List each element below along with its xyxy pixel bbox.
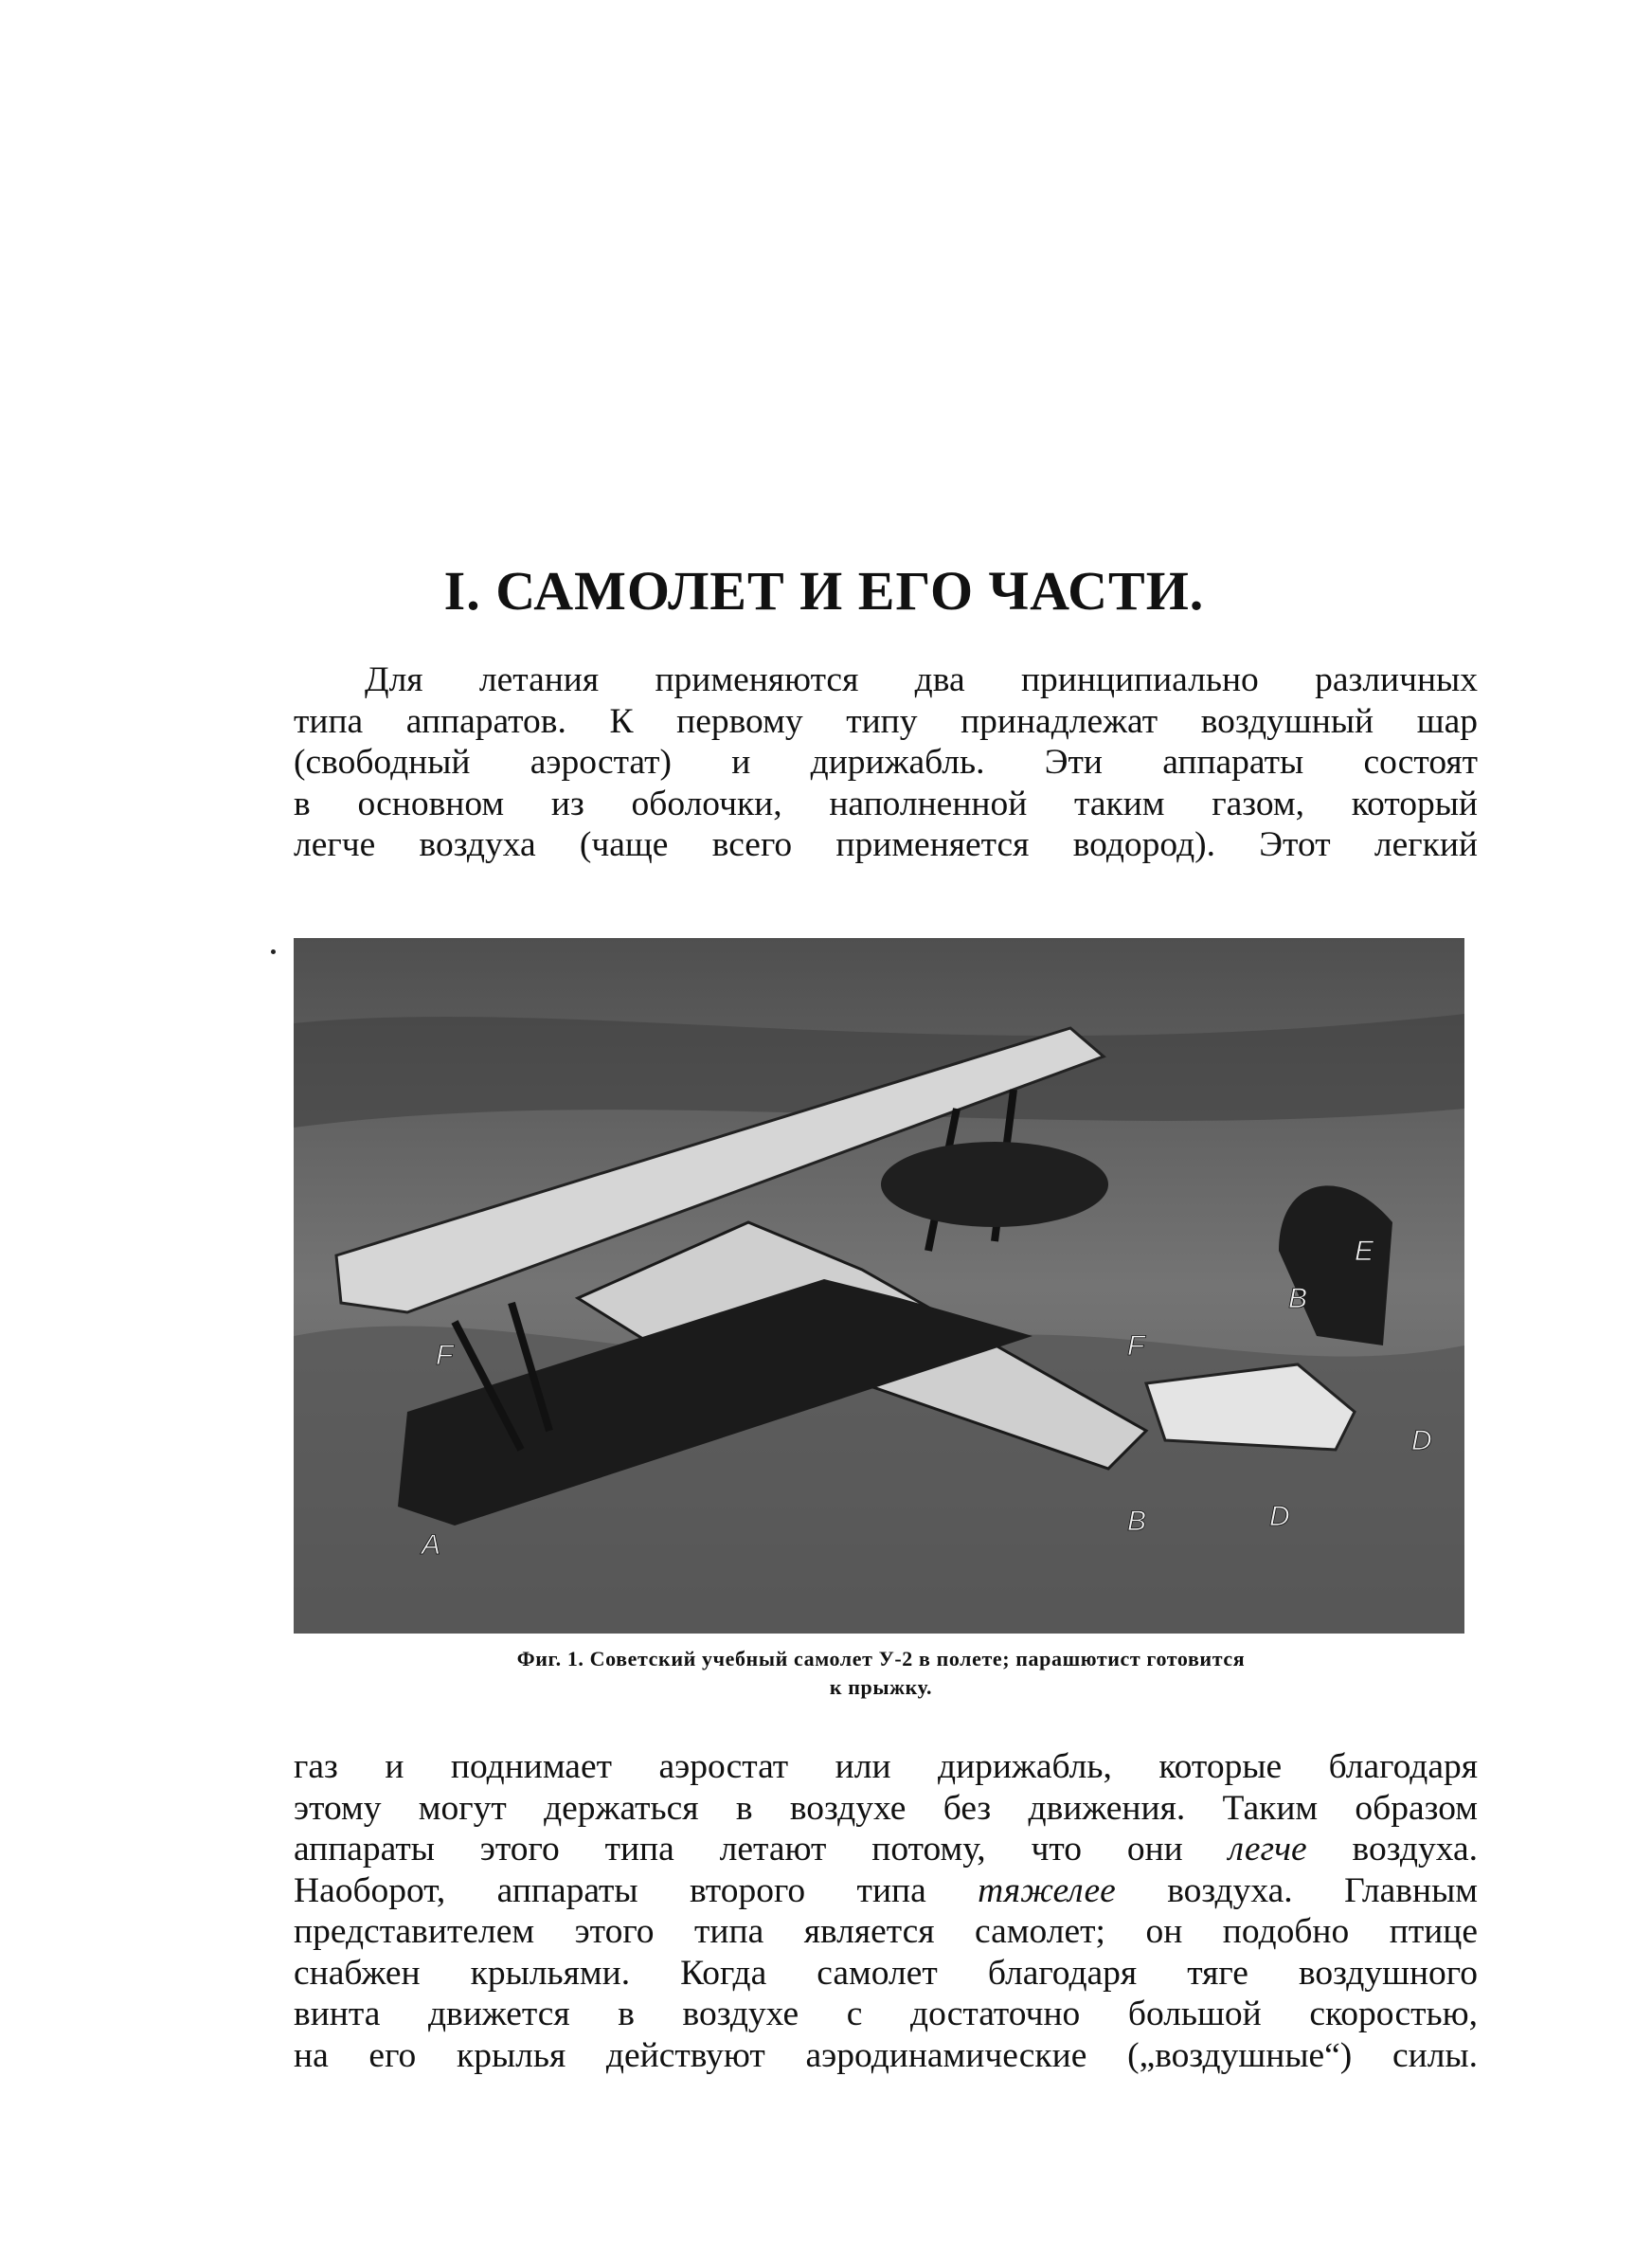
text-line: (свободный аэростат) и дирижабль. Эти аппараты состоят [294, 743, 1478, 782]
shadow [881, 1142, 1108, 1227]
caption-line: Фиг. 1. Советский учебный самолет У-2 в полете; парашютист готовится [516, 1647, 1246, 1670]
chapter-title: I. САМОЛЕТ И ЕГО ЧАСТИ. [443, 560, 1205, 622]
text-line [294, 1829, 1478, 1870]
text-line: в основном из оболочки, наполненной таким газом, который [294, 784, 1478, 823]
label-a: A [422, 1529, 441, 1561]
text-line: этому могут держаться в воздухе без движения. Таким образом [294, 1788, 1478, 1828]
text-line: Для летания применяются два принципиально различных [365, 660, 1478, 699]
label-d: D [1411, 1425, 1432, 1456]
label-b: B [1127, 1506, 1147, 1537]
label-e: E [1355, 1236, 1374, 1267]
text-line: представителем этого типа является самолет; он подобно птице [294, 1912, 1478, 1951]
text-line: снабжен крыльями. Когда самолет благодаря тяге воздушного [294, 1953, 1478, 1993]
body-paragraph [294, 1746, 1478, 2076]
text-line: газ и поднимает аэростат или дирижабль, которые благодаря [294, 1747, 1478, 1786]
text-segment: воздуха. Главным [1115, 1870, 1478, 1910]
text-line: на его крылья действуют аэродинамические („воздушные“) силы. [294, 2035, 1478, 2075]
emphasis-heavier: тяжелее [978, 1870, 1116, 1910]
emphasis-lighter: легче [1228, 1830, 1307, 1869]
text-line: легче воздуха (чаще всего применяется водород). Этот легкий [294, 825, 1478, 864]
text-segment: воздуха. [1306, 1830, 1478, 1869]
text-segment: Наоборот, аппараты второго типа [294, 1870, 979, 1910]
figure-caption [294, 1645, 1468, 1702]
label-b: B [1288, 1283, 1308, 1314]
text-line: винта движется в воздухе с достаточно большой скоростью, [294, 1995, 1478, 2033]
label-f: F [1127, 1330, 1145, 1362]
label-f: F [436, 1340, 454, 1371]
text-segment: аппараты этого типа летают потому, что они [294, 1830, 1229, 1869]
text-line [294, 1870, 1478, 1912]
intro-paragraph [294, 659, 1478, 866]
print-speck [271, 949, 276, 954]
label-d: D [1269, 1501, 1290, 1532]
caption-line: к прыжку. [829, 1675, 933, 1699]
biplane-illustration [294, 938, 1464, 1634]
text-line: типа аппаратов. К первому типу принадлежат воздушный шар [294, 701, 1478, 741]
biplane-photo [294, 938, 1464, 1634]
